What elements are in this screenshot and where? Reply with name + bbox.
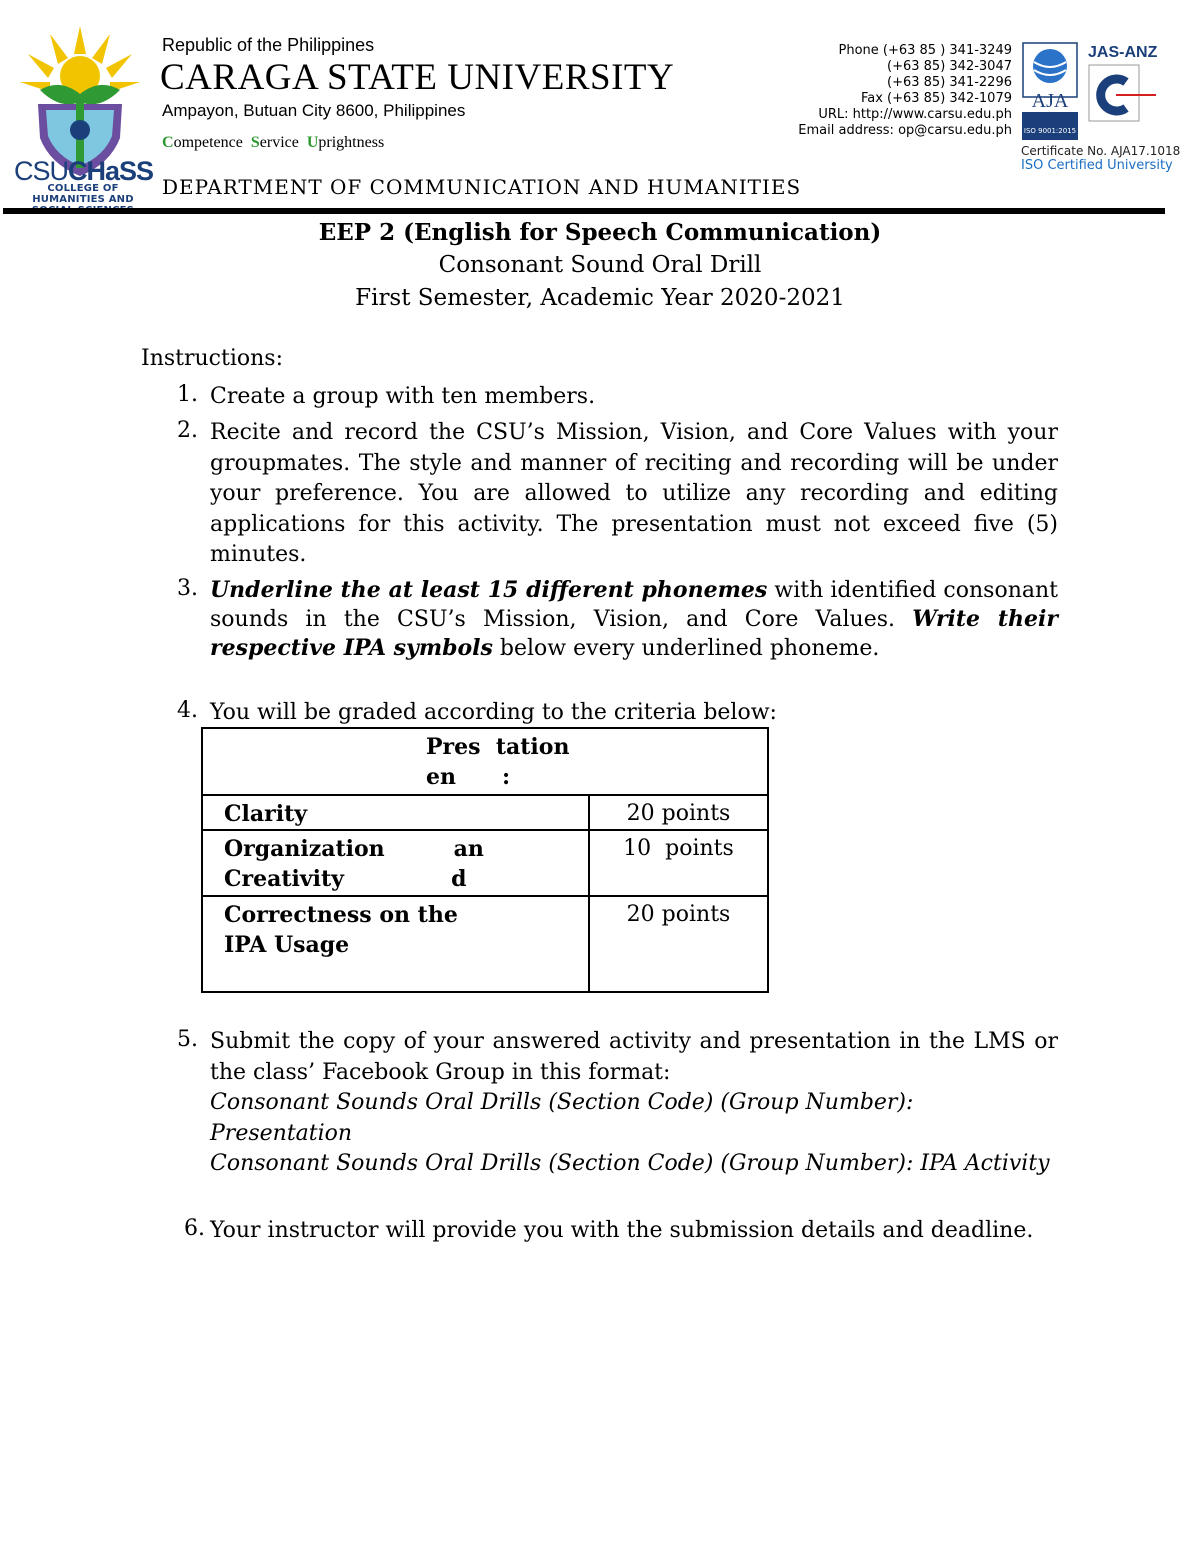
activity-title: Consonant Sound Oral Drill <box>438 252 762 278</box>
item-number: 2. <box>177 418 198 443</box>
criterion-cell: Correctness on the IPA Usage <box>202 896 589 992</box>
contact-url: URL: http://www.carsu.edu.ph <box>818 107 1012 122</box>
university-address: Ampayon, Butuan City 8600, Philippines <box>162 101 466 120</box>
header-divider <box>3 208 1165 214</box>
instruction-item-6: Your instructor will provide you with the submission details and deadline. <box>210 1218 1034 1243</box>
table-row <box>202 896 768 992</box>
item-number: 4. <box>177 698 198 723</box>
points-cell: 20 points <box>589 795 768 830</box>
instructions-label: Instructions: <box>141 346 283 371</box>
aja-iso-label: ISO 9001:2015 <box>1023 127 1077 135</box>
college-name: COLLEGE OF HUMANITIES AND <box>32 183 134 205</box>
contact-line: Phone (+63 85 ) 341-3249 <box>838 43 1012 58</box>
instruction-item-3: Underline the at least 15 different phonemes with identified consonant sounds in the CSU’s Mission, Vision, and Core Values. Write their respective IPA symbols below every underlined phoneme. <box>210 577 1059 661</box>
term-line: First Semester, Academic Year 2020-2021 <box>355 285 845 311</box>
submission-format-ipa: Consonant Sounds Oral Drills (Section Code) (Group Number): IPA Activity <box>210 1151 1050 1176</box>
item-number: 3. <box>177 576 198 601</box>
criterion-cell: Clarity <box>202 795 589 830</box>
contact-line: (+63 85) 341-2296 <box>887 75 1012 90</box>
university-name: CARAGA STATE UNIVERSITY <box>160 57 675 98</box>
contact-block <box>798 43 1012 139</box>
emphasis-underline: Underline the at least 15 different phonemes <box>210 577 768 603</box>
contact-line: (+63 85) 342-3047 <box>887 59 1012 74</box>
instruction-item-4: You will be graded according to the criteria below: <box>210 700 777 725</box>
aja-label: AJA <box>1031 90 1069 112</box>
table-row <box>202 830 768 896</box>
criteria-table-header <box>202 728 768 795</box>
instruction-item-1: Create a group with ten members. <box>210 384 596 409</box>
item-number: 5. <box>177 1027 198 1052</box>
emphasis-ipa: Write their respective IPA symbols <box>210 606 1058 661</box>
certificate-number: Certificate No. AJA17.1018 <box>1021 144 1181 158</box>
course-title: EEP 2 (English for Speech Communication) <box>318 219 882 246</box>
criteria-header-cell: Pres tation en : <box>202 728 768 795</box>
contact-line: Fax (+63 85) 342-1079 <box>860 91 1012 106</box>
instruction-item-2: Recite and record the CSU’s Mission, Vision, and Core Values with your groupmates. The style and manner of reciting and recording will be under your preference. You are allowed to utilize any recording and editing applications for this activity. The presentation must not exceed five (5) minutes. <box>210 420 1058 567</box>
department-name: DEPARTMENT OF COMMUNICATION AND HUMANITIES <box>162 175 802 199</box>
jas-anz-logo-icon <box>1088 64 1158 126</box>
item-number: 6. <box>184 1216 205 1241</box>
points-cell: 10 points <box>589 830 768 896</box>
college-wordmark: CSUCHaSS <box>14 156 154 186</box>
iso-certified-label: ISO Certified University <box>1021 158 1173 173</box>
table-row <box>202 795 768 830</box>
aja-badge <box>1022 112 1078 140</box>
criteria-table <box>201 727 769 993</box>
contact-email: Email address: op@carsu.edu.ph <box>798 123 1012 138</box>
republic-line: Republic of the Philippines <box>162 35 375 55</box>
points-cell: 20 points <box>589 896 768 992</box>
jas-anz-label: JAS-ANZ <box>1088 44 1158 61</box>
instruction-item-5: Submit the copy of your answered activity and presentation in the LMS or the class’ Facebook Group in this format: Consonant Sounds Oral Drills (Section Code) (Group Number): Presentation Consonant Sounds Oral Drills (Section Code) (Group Number): IPA Activity <box>210 1027 1058 1180</box>
submission-format-presentation: Consonant Sounds Oral Drills (Section Code) (Group Number): Presentation <box>210 1090 914 1146</box>
item-number: 1. <box>177 382 198 407</box>
motto: Competence Service Uprightness <box>162 134 385 151</box>
criterion-cell: Organization an Creativity d <box>202 830 589 896</box>
